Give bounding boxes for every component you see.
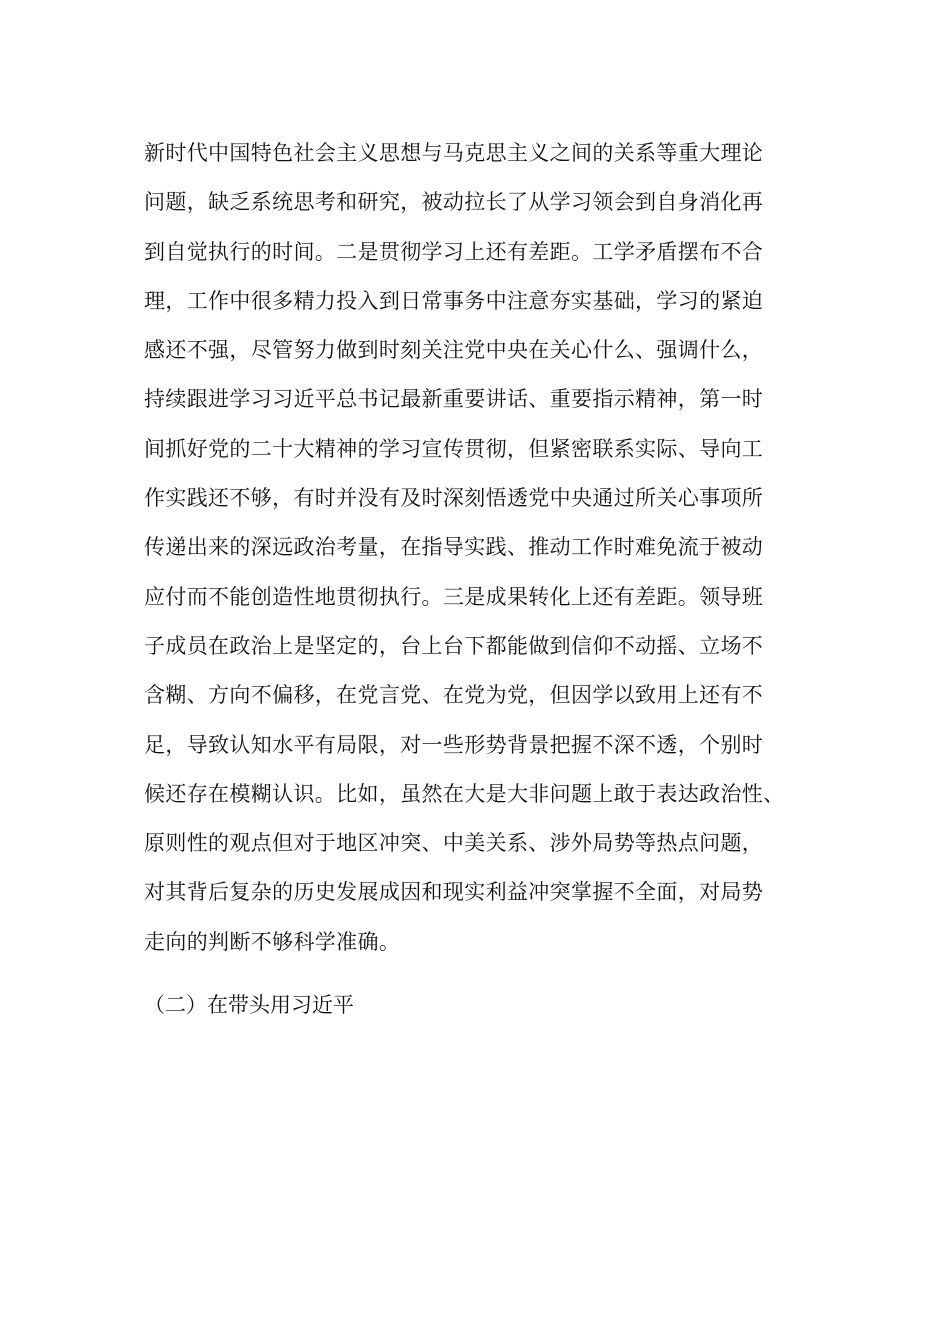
paragraph-line: 含糊、方向不偏移，在党言党、在党为党，但因学以致用上还有不 — [144, 683, 764, 708]
paragraph-line: 对其背后复杂的历史发展成因和现实利益冲突掌握不全面，对局势 — [144, 880, 764, 905]
paragraph-line: 理，工作中很多精力投入到日常事务中注意夯实基础，学习的紧迫 — [144, 288, 764, 313]
paragraph-line: 持续跟进学习习近平总书记最新重要讲话、重要指示精神，第一时 — [144, 387, 764, 412]
paragraph-line: 候还存在模糊认识。比如，虽然在大是大非问题上敢于表达政治性、 — [144, 781, 785, 806]
paragraph-line: 子成员在政治上是坚定的，台上台下都能做到信仰不动摇、立场不 — [144, 633, 764, 658]
paragraph-line: 原则性的观点但对于地区冲突、中美关系、涉外局势等热点问题， — [144, 831, 764, 856]
section-heading: （二）在带头用习近平 — [144, 993, 354, 1017]
paragraph-line: 足，导致认知水平有局限，对一些形势背景把握不深不透，个别时 — [144, 732, 764, 757]
paragraph-line: 作实践还不够，有时并没有及时深刻悟透党中央通过所关心事项所 — [144, 486, 764, 511]
paragraph-line: 感还不强，尽管努力做到时刻关注党中央在关心什么、强调什么， — [144, 338, 764, 363]
paragraph-line: 传递出来的深远政治考量，在指导实践、推动工作时难免流于被动 — [144, 535, 764, 560]
paragraph-line: 应付而不能创造性地贯彻执行。三是成果转化上还有差距。领导班 — [144, 584, 764, 609]
paragraph-line: 新时代中国特色社会主义思想与马克思主义之间的关系等重大理论 — [144, 141, 764, 165]
paragraph-line: 走向的判断不够科学准确。 — [144, 929, 401, 954]
paragraph-line: 间抓好党的二十大精神的学习宣传贯彻，但紧密联系实际、导向工 — [144, 436, 764, 461]
paragraph-line: 问题，缺乏系统思考和研究，被动拉长了从学习领会到自身消化再 — [144, 190, 764, 215]
body-paragraph — [144, 134, 834, 972]
paragraph-line: 到自觉执行的时间。二是贯彻学习上还有差距。工学矛盾摆布不合 — [144, 239, 764, 264]
